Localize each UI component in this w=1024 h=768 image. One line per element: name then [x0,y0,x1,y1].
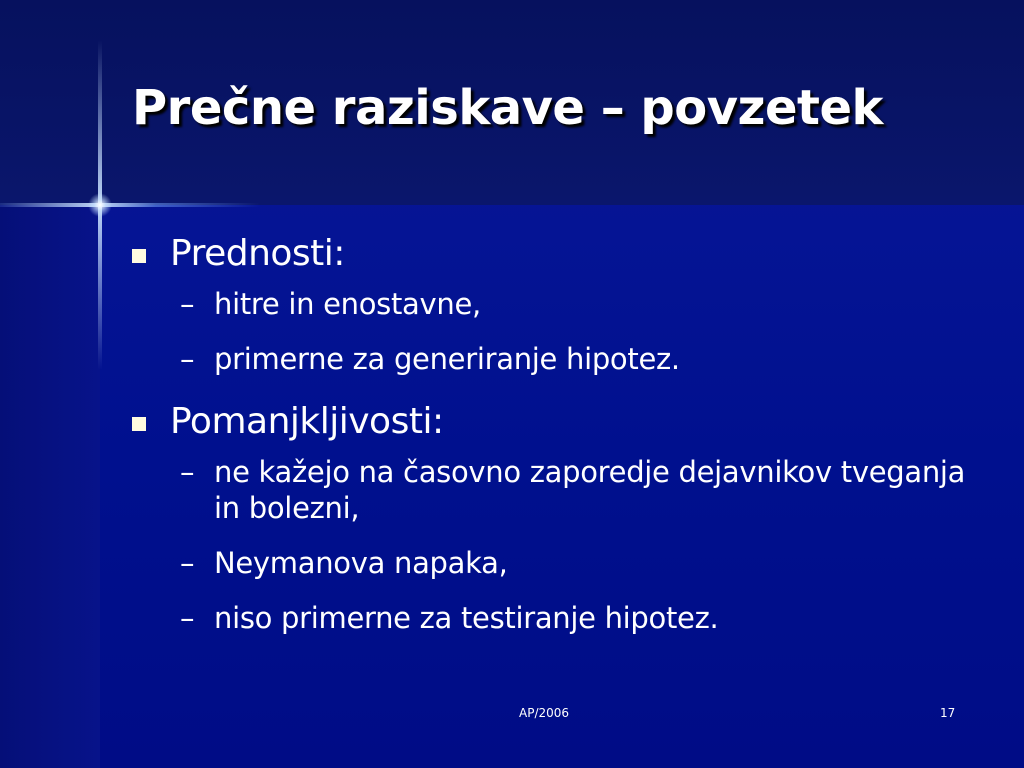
sub-bullet-text: ne kažejo na časovno zaporedje dejavnikov tveganja in bolezni, [214,455,966,525]
dash-bullet-icon: – [180,601,195,635]
dash-bullet-icon: – [180,455,195,489]
bullet-pomanjkljivosti [132,396,992,448]
square-bullet-icon [132,417,146,431]
bullet-prednosti [132,228,992,280]
star-flare-icon [88,193,112,217]
sub-bullet [132,545,992,581]
horizontal-light-line [0,203,260,207]
sub-bullet [132,286,992,322]
sub-bullet-text: Neymanova napaka, [214,546,508,580]
slide-title: Prečne raziskave – povzetek [132,80,883,136]
bullet-label: Prednosti: [170,233,345,274]
square-bullet-icon [132,249,146,263]
dash-bullet-icon: – [180,546,195,580]
page-number: 17 [940,706,956,720]
sub-bullet-text: hitre in enostavne, [214,287,481,321]
footer-text: AP/2006 [519,706,570,720]
dash-bullet-icon: – [180,287,195,321]
sub-bullet-text: niso primerne za testiranje hipotez. [214,601,719,635]
sub-bullet-text: primerne za generiranje hipotez. [214,342,680,376]
sub-bullet [132,600,992,636]
bullet-label: Pomanjkljivosti: [170,401,444,442]
dash-bullet-icon: – [180,342,195,376]
slide-content [132,228,992,655]
sub-bullet [132,341,992,377]
sub-bullet [132,454,992,526]
